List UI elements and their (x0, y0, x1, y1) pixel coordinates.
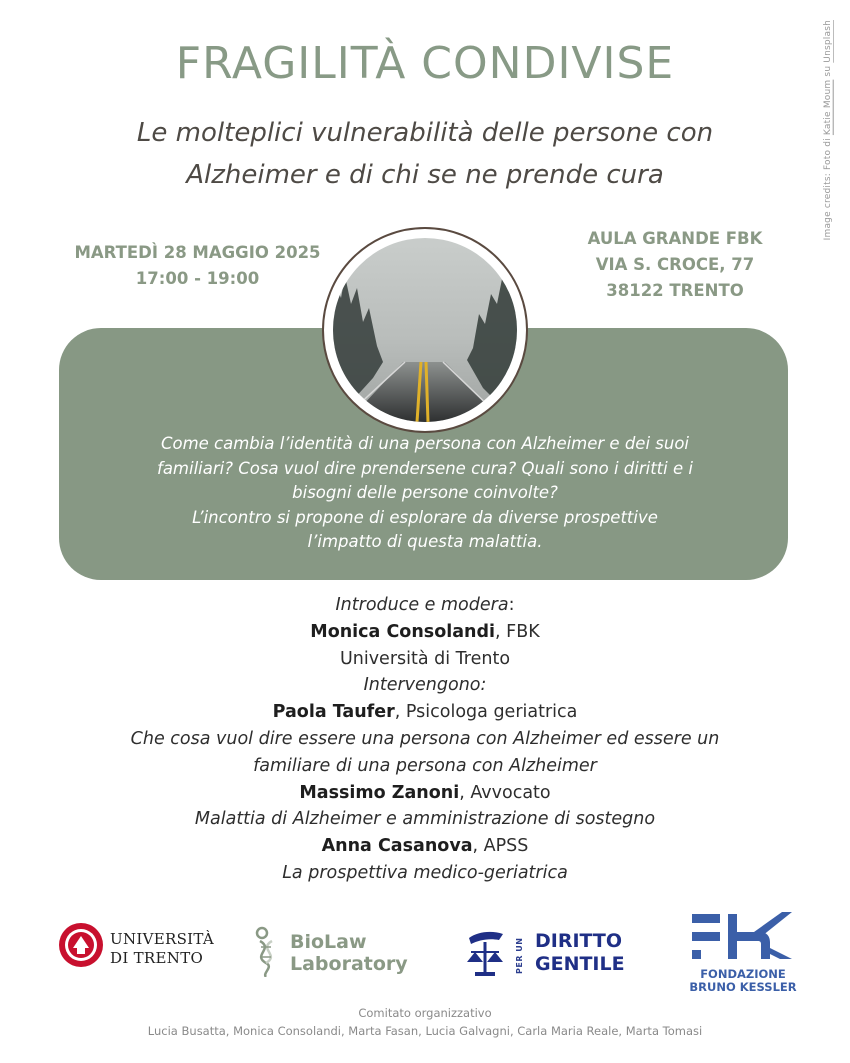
image-credits: Image credits: Foto di Katie Moum su Unsplash (823, 20, 833, 241)
fbk-mark-icon (688, 908, 798, 966)
talk-title: Che cosa vuol dire essere una persona con Alzheimer ed essere un (130, 728, 720, 749)
intro-line: bisogni delle persone coinvolte? (292, 483, 558, 502)
diritto-line: GENTILE (535, 953, 625, 975)
fbk-logo (688, 908, 798, 998)
biolaw-line: BioLaw (290, 931, 367, 953)
event-title: FRAGILITÀ CONDIVISE (175, 38, 675, 89)
event-date-time (60, 240, 335, 292)
speaker (40, 699, 810, 726)
moderator-name: Monica Consolandi (310, 621, 496, 642)
scales-hand-icon (463, 928, 509, 978)
committee-title: Comitato organizzativo (358, 1006, 492, 1020)
moderator-role: , FBK (495, 621, 540, 642)
speaker (40, 780, 810, 807)
intro-line: familiari? Cosa vuol dire prendersene cura? Quali sono i diritti e i (157, 458, 693, 478)
subtitle-line: Le molteplici vulnerabilità delle persone con (136, 118, 714, 148)
unitn-seal-icon (58, 922, 104, 968)
dna-icon (252, 925, 286, 977)
speaker-name: Paola Taufer (272, 702, 395, 723)
talk-title: La prospettiva medico-geriatrica (282, 862, 568, 883)
event-date: MARTEDÌ 28 MAGGIO 2025 (74, 243, 321, 262)
unitn-line: DI TRENTO (110, 949, 204, 967)
unitn-logo (58, 920, 228, 980)
foggy-road-photo (333, 238, 517, 422)
fbk-line: BRUNO KESSLER (689, 980, 797, 994)
speaker-role: , Psicologa geriatrica (394, 702, 578, 723)
speaker-name: Massimo Zanoni (299, 782, 460, 803)
moderator-affiliation: Università di Trento (339, 648, 511, 669)
credits-source-link[interactable]: Unsplash (823, 20, 833, 63)
intro-text (70, 432, 780, 555)
fbk-line: FONDAZIONE (700, 967, 786, 981)
talk-title: Malattia di Alzheimer e amministrazione di sostegno (194, 809, 656, 830)
speaker-name: Anna Casanova (321, 836, 473, 857)
biolaw-logo (252, 925, 422, 985)
speaker-role: , APSS (472, 836, 529, 857)
moderator (40, 619, 810, 646)
speaker-role: , Avvocato (459, 782, 551, 803)
talk-title: familiare di una persona con Alzheimer (253, 755, 597, 776)
credits-author-link[interactable]: Katie Moum (823, 79, 833, 136)
event-subtitle (40, 112, 810, 196)
diritto-gentile-logo (463, 928, 643, 984)
biolaw-line: Laboratory (290, 953, 408, 975)
event-city: 38122 TRENTO (606, 281, 744, 300)
event-venue: AULA GRANDE FBK (587, 229, 763, 248)
intro-line: L’incontro si propone di esplorare da diverse prospettive (192, 507, 658, 527)
speaker (40, 833, 810, 860)
subtitle-line: Alzheimer e di chi se ne prende cura (186, 160, 664, 190)
committee-names: Lucia Busatta, Monica Consolandi, Marta Fasan, Lucia Galvagni, Carla Maria Reale, Marta Tomasi (147, 1024, 703, 1038)
intro-line: l’impatto di questa malattia. (307, 532, 543, 551)
diritto-per-label: PER UN (515, 937, 524, 974)
event-location (565, 226, 785, 304)
speakers-heading: Intervengono: (363, 675, 487, 696)
intro-line: Come cambia l’identità di una persona con Alzheimer e dei suoi (160, 434, 690, 453)
event-time: 17:00 - 19:00 (135, 269, 260, 288)
event-street: VIA S. CROCE, 77 (595, 255, 755, 274)
unitn-line: UNIVERSITÀ (110, 930, 214, 948)
moderator-heading: Introduce e modera: (335, 595, 515, 615)
diritto-line: DIRITTO (535, 930, 623, 952)
program (40, 592, 810, 887)
